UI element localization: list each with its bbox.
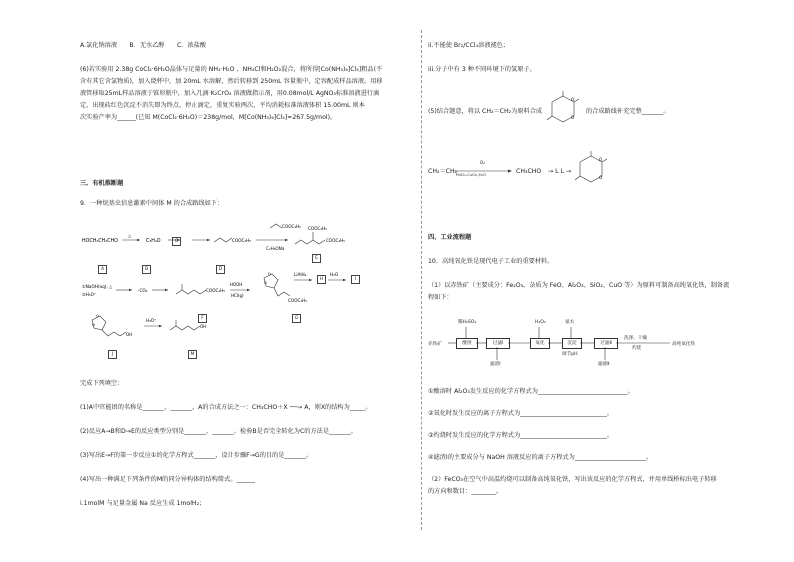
svg-text:O: O <box>268 272 271 276</box>
svg-text:H₂O: H₂O <box>330 272 339 277</box>
q6-line-1: (6)若实验用 2.38g CoCl₂·6H₂O晶体与足量的 NH₃·H₂O 、NH₄Cl和H₂O₂混合，将所得[Co(NH₃)₆]Cl₃]粗品(不 <box>80 66 383 73</box>
svg-text:O: O <box>599 157 603 162</box>
question-10-part2-line2: 的方向和数目：________。 <box>428 488 503 495</box>
flow-filtrate-2: 滤液Ⅱ <box>598 362 610 367</box>
label-c: C <box>172 237 181 246</box>
question-10-part1-line2: 程如下： <box>428 294 453 301</box>
column-divider <box>421 30 422 530</box>
route-condition-top: O₂ <box>480 160 485 165</box>
svg-text:②H₃O⁺: ②H₃O⁺ <box>82 292 97 297</box>
svg-text:COOC₂H₅: COOC₂H₅ <box>308 226 327 231</box>
section-industrial: 四、工业流程题 <box>428 234 472 241</box>
question-10-part2-line1: （2）FeCO₃在空气中高温灼烧可以制备高纯氧化铁，写出该反应的化学方程式，并用单线桥标出电子转移 <box>428 476 717 483</box>
svg-text:O: O <box>264 281 267 285</box>
flow-feed: 赤铁矿 <box>428 342 442 347</box>
label-f: F <box>198 314 207 323</box>
flow-step-filter-1: 过滤Ⅰ <box>486 338 510 349</box>
svg-text:O: O <box>599 175 603 180</box>
svg-text:COOC₂H₅: COOC₂H₅ <box>232 238 251 243</box>
svg-text:COOC₂H₅: COOC₂H₅ <box>326 238 345 243</box>
question-10-sub-2: ②氧化时发生反应的离子方程式为____________________________。 <box>428 410 613 417</box>
route-ellipsis: → L L → <box>548 168 572 175</box>
target-dioxane-structure <box>544 90 582 132</box>
svg-text:H₃O⁺: H₃O⁺ <box>146 318 157 323</box>
svg-text:COOC₂H₅: COOC₂H₅ <box>282 224 301 229</box>
label-h: H <box>317 275 326 284</box>
svg-text:HO⁠OH: HO⁠OH <box>230 282 243 287</box>
svg-text:OH: OH <box>126 332 133 337</box>
route-intermediate: CH₃CHO <box>516 168 542 175</box>
question-3: (3)写出E→F的第一步反应①的化学方程式_______，设计步骤F→G的目的是_______。 <box>80 452 313 459</box>
flow-step-calcine: 灼烧 <box>632 346 642 351</box>
q6-line-5: 次实验产率为______(已知 M(CoCl₂·6H₂O)＝238g/mol，M[Co(NH₃)₆]Cl₃]=267.5g/mol)。 <box>80 114 337 121</box>
flow-adjust-ph: 调节pH <box>562 352 578 357</box>
route-start: CH₂＝CH₂ <box>428 168 458 175</box>
flow-step-acid-dissolve: 酸溶 <box>456 338 478 349</box>
svg-text:O: O <box>571 115 575 120</box>
synthesis-scheme <box>80 218 420 350</box>
q6-line-3: 液管移取25mL样品溶液于锥形瓶中，加入几滴 K₂CrO₄ 溶液做指示剂，用0.08mol/L AgNO₃标准溶液进行滴 <box>80 90 380 97</box>
label-m: M <box>188 350 197 359</box>
svg-text:O: O <box>571 97 575 102</box>
question-5: (5)结合题意，将以 CH₂＝CH₂为原料合成 <box>428 108 543 115</box>
section-organic: 三、有机推断题 <box>80 180 124 187</box>
q9-stem: 9．一种烷基虫信息激素中间体 M 的合成路线如下： <box>80 200 224 207</box>
label-d: D <box>216 265 225 274</box>
condition-iii: iii.分子中有 3 种不同环境下的氢原子。 <box>428 66 536 73</box>
svg-text:HCl(g): HCl(g) <box>231 293 244 298</box>
svg-text:①NaOH(aq), △: ①NaOH(aq), △ <box>82 284 113 289</box>
process-flowchart <box>428 318 728 374</box>
svg-text:COOC₂H₅: COOC₂H₅ <box>288 298 307 303</box>
label-i: I <box>351 275 360 284</box>
question-5-tail: 的合成路线补充完整_______。 <box>586 108 670 115</box>
flow-product: 高纯氧化铁 <box>672 342 695 347</box>
svg-text:COOC₂H₅: COOC₂H₅ <box>206 288 225 293</box>
left-column <box>80 0 420 562</box>
fill-title: 完成下列填空： <box>80 380 124 387</box>
svg-text:-CO₂: -CO₂ <box>138 288 148 293</box>
flow-step-filter-2: 过滤Ⅱ <box>594 338 618 349</box>
flow-arrows <box>428 318 728 374</box>
flow-reagent-h2so4: 稀H₂SO₄ <box>458 320 477 325</box>
question-2: (2)反应A→B和D→E的反应类型分别是_______、_______。检验B是否完全转化为C的方法是_______。 <box>80 428 357 435</box>
label-b: B <box>142 265 151 274</box>
label-g: G <box>292 314 301 323</box>
question-1: (1)A中官能团的名称是_______、_______，A的合成方法之一：CH₃CHO＋X ──→ A，则X的结构为_____。 <box>80 404 372 411</box>
answer-options: A.氯化钠溶液 B．无水乙醇 C．浓盐酸 <box>80 42 207 49</box>
question-10-sub-3: ③灼烧时发生反应的化学方程式为____________________________。 <box>428 432 613 439</box>
flow-step-wash-dry: 洗涤、干燥 <box>624 336 647 341</box>
label-a: A <box>98 265 107 274</box>
condition-ii: ii.不能使 Br₂/CCl₄溶液褪色； <box>428 42 510 49</box>
question-10-sub-4: ④滤渣Ⅰ的主要成分与 NaOH 溶液反应的离子方程式为_______________________。 <box>428 454 653 461</box>
svg-text:△: △ <box>128 233 132 238</box>
question-4: (4)写出一种满足下列条件的M的同分异构体的结构简式。______ <box>80 476 255 483</box>
svg-text:LiAlH₄: LiAlH₄ <box>294 272 307 277</box>
flow-reagent-h2o2: H₂O₂ <box>535 320 546 325</box>
svg-text:O: O <box>92 323 95 327</box>
scheme-start: HOCH₂CH₂CHO <box>82 239 118 244</box>
question-10-part1-line1: （1）以赤铁矿（主要成分：Fe₂O₃，杂质为 FeO、Al₂O₃、SiO₂、CuO 等）为原料可制备高纯氧化铁，制备流 <box>428 282 730 289</box>
svg-text:O: O <box>96 314 99 318</box>
flow-reagent-ammonia: 氨水 <box>565 320 575 325</box>
q6-line-2: 含有其它含氯物质)，加入烧杯中，加 20mL 水溶解，然后转移到 250mL 容量瓶中，定容配成样品溶液。用移 <box>80 78 383 85</box>
label-j: J <box>108 350 117 359</box>
question-10: 10．高纯氧化铁是现代电子工业的重要材料。 <box>428 258 554 265</box>
right-column <box>428 0 728 562</box>
svg-text:OH: OH <box>200 324 207 329</box>
route-condition-bottom: PdCl₂-CuCl₂,H₂O <box>456 172 487 177</box>
svg-text:C₂H₅ONa: C₂H₅ONa <box>266 246 285 251</box>
flow-step-oxidize: 氧化 <box>530 338 550 349</box>
svg-text:C₃H₄O: C₃H₄O <box>146 239 161 244</box>
question-10-sub-1: ①酸溶时 Al₂O₃发生反应的化学方程式为_____________________________。 <box>428 388 634 395</box>
q6-line-4: 定，出现砖红色沉淀不消失即为终点，停止滴定，重复实验两次，平均消耗标准溶液体积 15.00mL 则本 <box>80 102 365 109</box>
route-product-structure <box>572 150 610 192</box>
question-4-condition-i: i.1molM 与足量金属 Na 反应生成 1molH₂； <box>80 500 206 507</box>
flow-residue-1: 滤渣Ⅰ <box>490 362 501 367</box>
label-e: E <box>312 254 321 263</box>
flow-step-precipitate: 沉淀 <box>562 338 582 349</box>
